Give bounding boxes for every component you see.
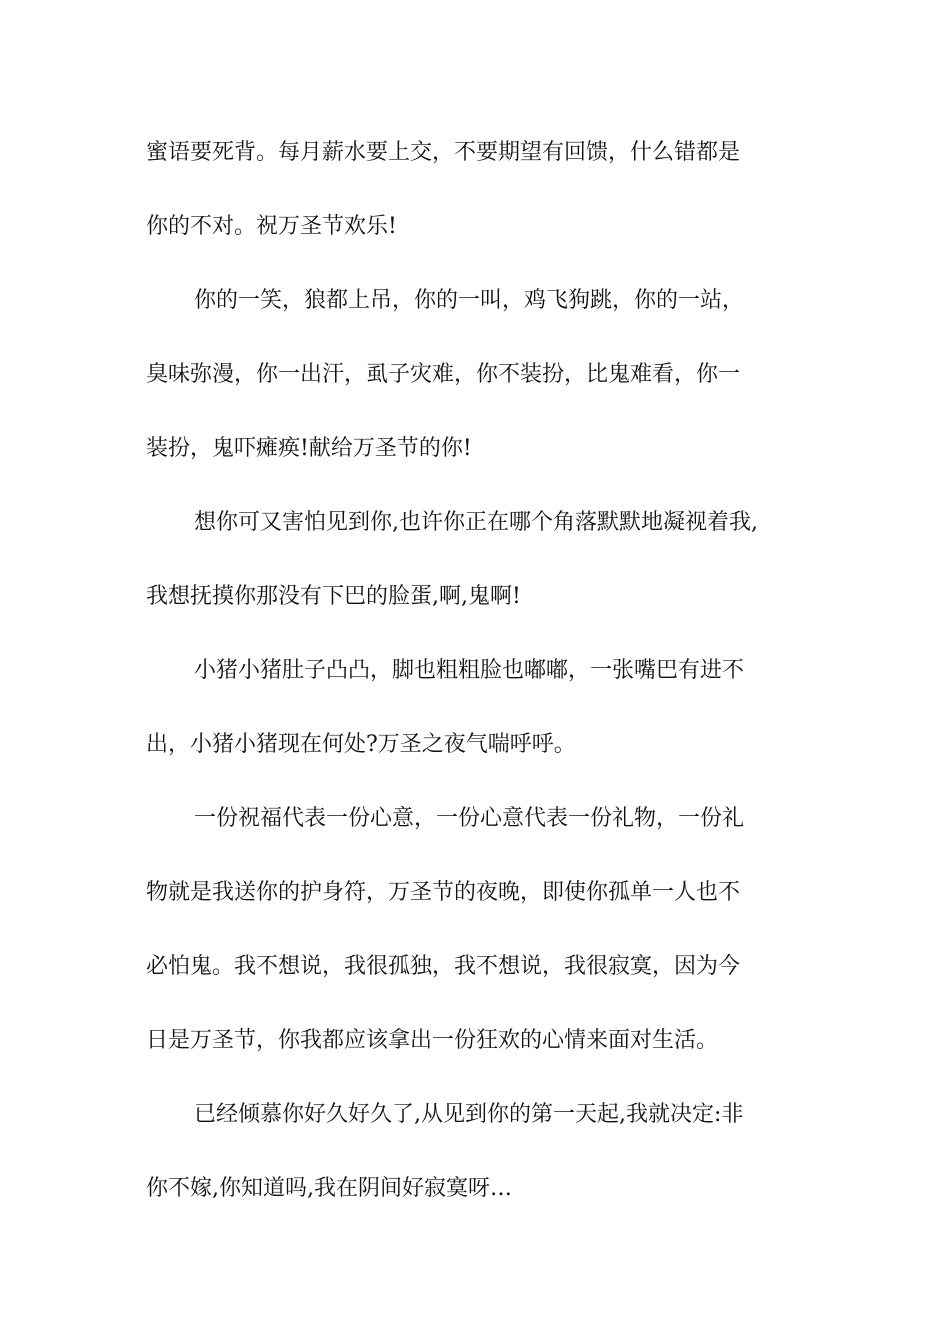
text-line: 物就是我送你的护身符，万圣节的夜晚，即使你孤单一人也不	[146, 880, 741, 905]
text-line: 必怕鬼。我不想说，我很孤独，我不想说，我很寂寞，因为今	[146, 954, 741, 979]
text-line: 你不嫁,你知道吗,我在阴间好寂寞呀…	[146, 1176, 512, 1201]
text-line: 蜜语要死背。每月薪水要上交，不要期望有回馈，什么错都是	[146, 140, 741, 165]
text-line: 臭味弥漫，你一出汗，虱子灾难，你不装扮，比鬼难看，你一	[146, 362, 741, 387]
paragraph-first-line: 小猪小猪肚子凸凸，脚也粗粗脸也嘟嘟，一张嘴巴有进不	[194, 658, 745, 683]
document-body	[146, 121, 826, 1231]
text-line: 我想抚摸你那没有下巴的脸蛋,啊,鬼啊!	[146, 584, 521, 609]
text-line: 你的不对。祝万圣节欢乐!	[146, 214, 397, 239]
paragraph-first-line: 你的一笑，狼都上吊，你的一叫，鸡飞狗跳，你的一站，	[194, 288, 745, 313]
paragraph-first-line: 已经倾慕你好久好久了,从见到你的第一天起,我就决定:非	[194, 1102, 744, 1127]
text-line: 出，小猪小猪现在何处?万圣之夜气喘呼呼。	[146, 732, 576, 757]
text-line: 日是万圣节，你我都应该拿出一份狂欢的心情来面对生活。	[146, 1028, 719, 1053]
paragraph-first-line: 想你可又害怕见到你,也许你正在哪个角落默默地凝视着我,	[194, 510, 758, 535]
text-line: 装扮，鬼吓瘫痪!献给万圣节的你!	[146, 436, 472, 461]
paragraph-first-line: 一份祝福代表一份心意，一份心意代表一份礼物，一份礼	[194, 806, 745, 831]
